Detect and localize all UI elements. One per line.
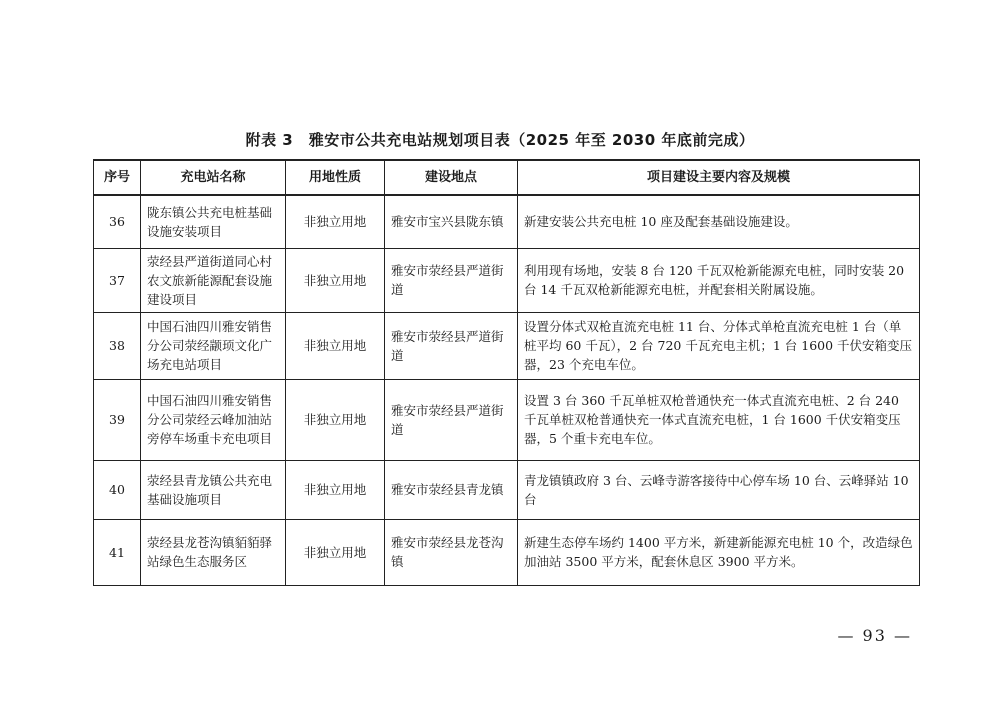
table-header-row [94, 160, 920, 195]
cell-name: 中国石油四川雅安销售分公司荥经云峰加油站旁停车场重卡充电项目 [141, 379, 286, 460]
cell-location: 雅安市荥经县严道街道 [385, 312, 518, 379]
page-number: — 93 — [837, 626, 912, 645]
header-name: 充电站名称 [141, 160, 286, 195]
cell-land-use: 非独立用地 [286, 312, 385, 379]
table-row [94, 312, 920, 379]
table-row [94, 519, 920, 585]
header-no: 序号 [94, 160, 141, 195]
cell-land-use: 非独立用地 [286, 519, 385, 585]
cell-location: 雅安市荥经县严道街道 [385, 248, 518, 312]
cell-location: 雅安市宝兴县陇东镇 [385, 195, 518, 248]
cell-name: 荥经县严道街道同心村农文旅新能源配套设施建设项目 [141, 248, 286, 312]
cell-content: 设置分体式双枪直流充电桩 11 台、分体式单枪直流充电桩 1 台（单桩平均 60 千瓦），2 台 720 千瓦充电主机；1 台 1600 千伏安箱变压器，23 个充电车位。 [518, 312, 920, 379]
table-row [94, 379, 920, 460]
cell-name: 荥经县龙苍沟镇貊貊驿站绿色生态服务区 [141, 519, 286, 585]
cell-content: 设置 3 台 360 千瓦单桩双枪普通快充一体式直流充电桩、2 台 240 千瓦单桩双枪普通快充一体式直流充电桩，1 台 1600 千伏安箱变压器，5 个重卡充电车位。 [518, 379, 920, 460]
cell-no: 39 [94, 379, 141, 460]
cell-land-use: 非独立用地 [286, 460, 385, 519]
cell-name: 中国石油四川雅安销售分公司荥经颛顼文化广场充电站项目 [141, 312, 286, 379]
cell-content: 青龙镇镇政府 3 台、云峰寺游客接待中心停车场 10 台、云峰驿站 10 台 [518, 460, 920, 519]
table-row [94, 248, 920, 312]
table-row [94, 195, 920, 248]
header-land-use: 用地性质 [286, 160, 385, 195]
table-row [94, 460, 920, 519]
cell-no: 41 [94, 519, 141, 585]
table-title: 附表 3 雅安市公共充电站规划项目表（2025 年至 2030 年底前完成） [245, 131, 755, 149]
cell-name: 陇东镇公共充电桩基础设施安装项目 [141, 195, 286, 248]
cell-land-use: 非独立用地 [286, 379, 385, 460]
header-content: 项目建设主要内容及规模 [518, 160, 920, 195]
cell-name: 荥经县青龙镇公共充电基础设施项目 [141, 460, 286, 519]
cell-location: 雅安市荥经县青龙镇 [385, 460, 518, 519]
charging-station-table [93, 159, 920, 586]
cell-no: 36 [94, 195, 141, 248]
cell-no: 38 [94, 312, 141, 379]
cell-content: 利用现有场地，安装 8 台 120 千瓦双枪新能源充电桩，同时安装 20 台 14 千瓦双枪新能源充电桩，并配套相关附属设施。 [518, 248, 920, 312]
cell-land-use: 非独立用地 [286, 195, 385, 248]
cell-no: 37 [94, 248, 141, 312]
cell-location: 雅安市荥经县龙苍沟镇 [385, 519, 518, 585]
header-location: 建设地点 [385, 160, 518, 195]
cell-no: 40 [94, 460, 141, 519]
cell-content: 新建安装公共充电桩 10 座及配套基础设施建设。 [518, 195, 920, 248]
cell-land-use: 非独立用地 [286, 248, 385, 312]
cell-content: 新建生态停车场约 1400 平方米，新建新能源充电桩 10 个，改造绿色加油站 3500 平方米，配套休息区 3900 平方米。 [518, 519, 920, 585]
cell-location: 雅安市荥经县严道街道 [385, 379, 518, 460]
